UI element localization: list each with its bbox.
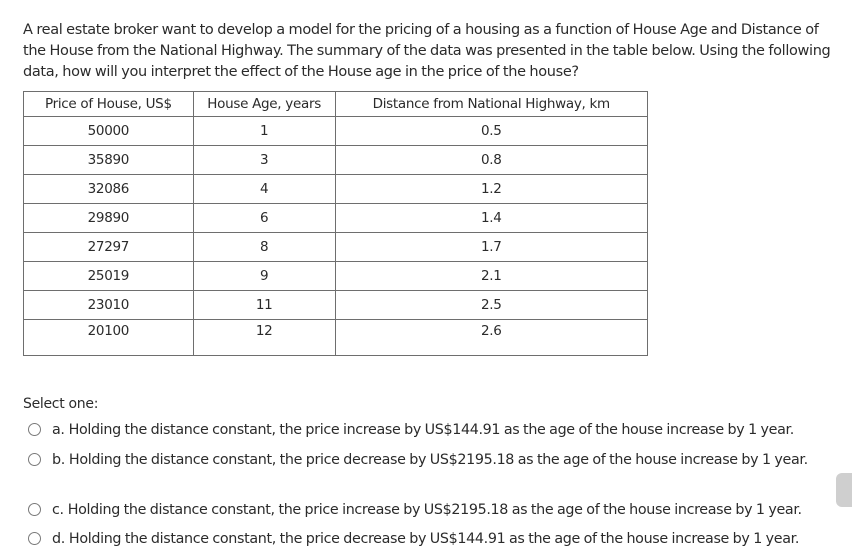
- table-row: [24, 291, 648, 320]
- cell-age: 3: [193, 146, 335, 175]
- radio-button-d[interactable]: [28, 532, 41, 545]
- cell-price: 27297: [24, 233, 194, 262]
- table-row: [24, 320, 648, 356]
- cell-price: 35890: [24, 146, 194, 175]
- radio-button-c[interactable]: [28, 503, 41, 516]
- answer-option-a[interactable]: [28, 420, 838, 441]
- cell-price: 20100: [24, 320, 194, 356]
- cell-distance: 1.2: [335, 175, 647, 204]
- answer-label-a[interactable]: [28, 420, 838, 441]
- answer-text: Holding the distance constant, the price decrease by US$2195.18 as the age of the house increase by 1 year.: [68, 452, 808, 468]
- cell-age: 8: [193, 233, 335, 262]
- cell-price: 32086: [24, 175, 194, 204]
- cell-price: 29890: [24, 204, 194, 233]
- radio-button-b[interactable]: [28, 453, 41, 466]
- table-row: [24, 175, 648, 204]
- header-distance: Distance from National Highway, km: [335, 92, 647, 117]
- table-header-row: [24, 92, 648, 117]
- cell-price: 50000: [24, 117, 194, 146]
- cell-distance: 1.4: [335, 204, 647, 233]
- cell-distance: 0.8: [335, 146, 647, 175]
- answer-letter: a.: [52, 422, 65, 438]
- cell-price: 23010: [24, 291, 194, 320]
- cell-age: 6: [193, 204, 335, 233]
- answer-letter: b.: [52, 452, 65, 468]
- answer-label-b[interactable]: [28, 450, 838, 471]
- table-row: [24, 262, 648, 291]
- cell-distance: 2.1: [335, 262, 647, 291]
- cell-distance: 0.5: [335, 117, 647, 146]
- cell-age: 12: [193, 320, 335, 356]
- answer-option-d[interactable]: [28, 529, 838, 550]
- radio-button-a[interactable]: [28, 423, 41, 436]
- answer-text: Holding the distance constant, the price increase by US$2195.18 as the age of the house increase by 1 year.: [67, 502, 802, 518]
- table-row: [24, 146, 648, 175]
- table-row: [24, 117, 648, 146]
- answer-label-d[interactable]: [28, 529, 838, 550]
- answer-letter: c.: [52, 502, 64, 518]
- select-one-label: Select one:: [23, 396, 99, 412]
- answer-text: Holding the distance constant, the price decrease by US$144.91 as the age of the house increase by 1 year.: [68, 531, 800, 547]
- answer-letter: d.: [52, 531, 65, 547]
- cell-distance: 2.5: [335, 291, 647, 320]
- data-table: [23, 91, 648, 356]
- header-house-age: House Age, years: [193, 92, 335, 117]
- answer-text: Holding the distance constant, the price increase by US$144.91 as the age of the house increase by 1 year.: [68, 422, 794, 438]
- question-text: A real estate broker want to develop a model for the pricing of a housing as a function of House Age and Distance of the House from the National Highway. The summary of the data was presented in the table below. Using the following data, how will you interpret the effect of the House age in the price of the house?: [23, 22, 831, 80]
- answer-option-b[interactable]: [28, 450, 838, 471]
- cell-age: 9: [193, 262, 335, 291]
- table-row: [24, 233, 648, 262]
- cell-age: 11: [193, 291, 335, 320]
- cell-age: 1: [193, 117, 335, 146]
- cell-age: 4: [193, 175, 335, 204]
- cell-distance: 2.6: [335, 320, 647, 356]
- answer-option-c[interactable]: [28, 500, 838, 521]
- side-scroll-handle[interactable]: [836, 473, 852, 507]
- table-row: [24, 204, 648, 233]
- cell-price: 25019: [24, 262, 194, 291]
- header-price: Price of House, US$: [24, 92, 194, 117]
- answer-label-c[interactable]: [28, 500, 838, 521]
- cell-distance: 1.7: [335, 233, 647, 262]
